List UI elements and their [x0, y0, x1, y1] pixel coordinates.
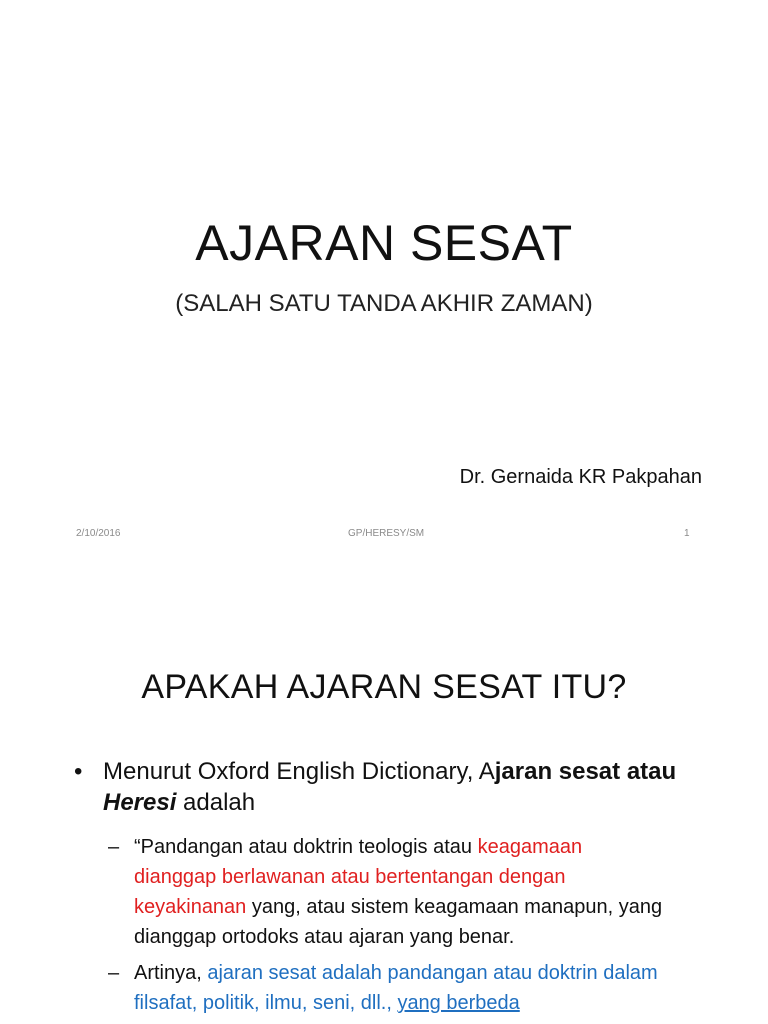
- slide-1-subtitle: (SALAH SATU TANDA AKHIR ZAMAN): [175, 290, 593, 317]
- quote-text-end: yang, atau sistem keagamaan manapun, yang dianggap ortodoks atau ajaran yang benar.: [134, 896, 663, 948]
- bullet-bold-term: jaran sesat atau: [494, 758, 677, 785]
- sub-bullet-meaning: [108, 958, 668, 1018]
- slide-1-title: AJARAN SESAT: [195, 215, 573, 271]
- sub-bullet-meaning-text: [134, 958, 668, 1018]
- quote-text-red: keagamaan dianggap berlawanan atau bertentangan dengan keyakinanan: [134, 836, 583, 918]
- bullet-text-part: Menurut Oxford English Dictionary, A: [103, 758, 495, 785]
- footer-page-number: 1: [684, 528, 690, 539]
- bullet-text-end: adalah: [176, 789, 256, 816]
- meaning-text-start: Artinya,: [134, 962, 208, 984]
- sub-bullet-quote: [108, 832, 668, 952]
- dash-marker: –: [108, 962, 120, 984]
- author-name: Dr. Gernaida KR Pakpahan: [459, 466, 702, 488]
- footer-date: 2/10/2016: [76, 528, 121, 539]
- sub-bullet-quote-text: [134, 832, 668, 952]
- slide-2-title: APAKAH AJARAN SESAT ITU?: [141, 668, 627, 706]
- bullet-definition: [74, 756, 714, 818]
- bullet-bold-italic-term: Heresi: [103, 789, 177, 816]
- quote-text-start: “Pandangan atau doktrin teologis atau: [134, 836, 478, 858]
- meaning-text-link[interactable]: yang berbeda: [397, 992, 520, 1014]
- slide-2: [0, 606, 768, 1024]
- bullet-marker: •: [74, 758, 83, 785]
- footer-code: GP/HERESY/SM: [348, 528, 425, 539]
- meaning-text-blue: ajaran sesat adalah pandangan atau doktrin dalam filsafat, politik, ilmu, seni, dll.,: [134, 962, 658, 1014]
- bullet-text: [103, 756, 714, 818]
- dash-marker: –: [108, 836, 120, 858]
